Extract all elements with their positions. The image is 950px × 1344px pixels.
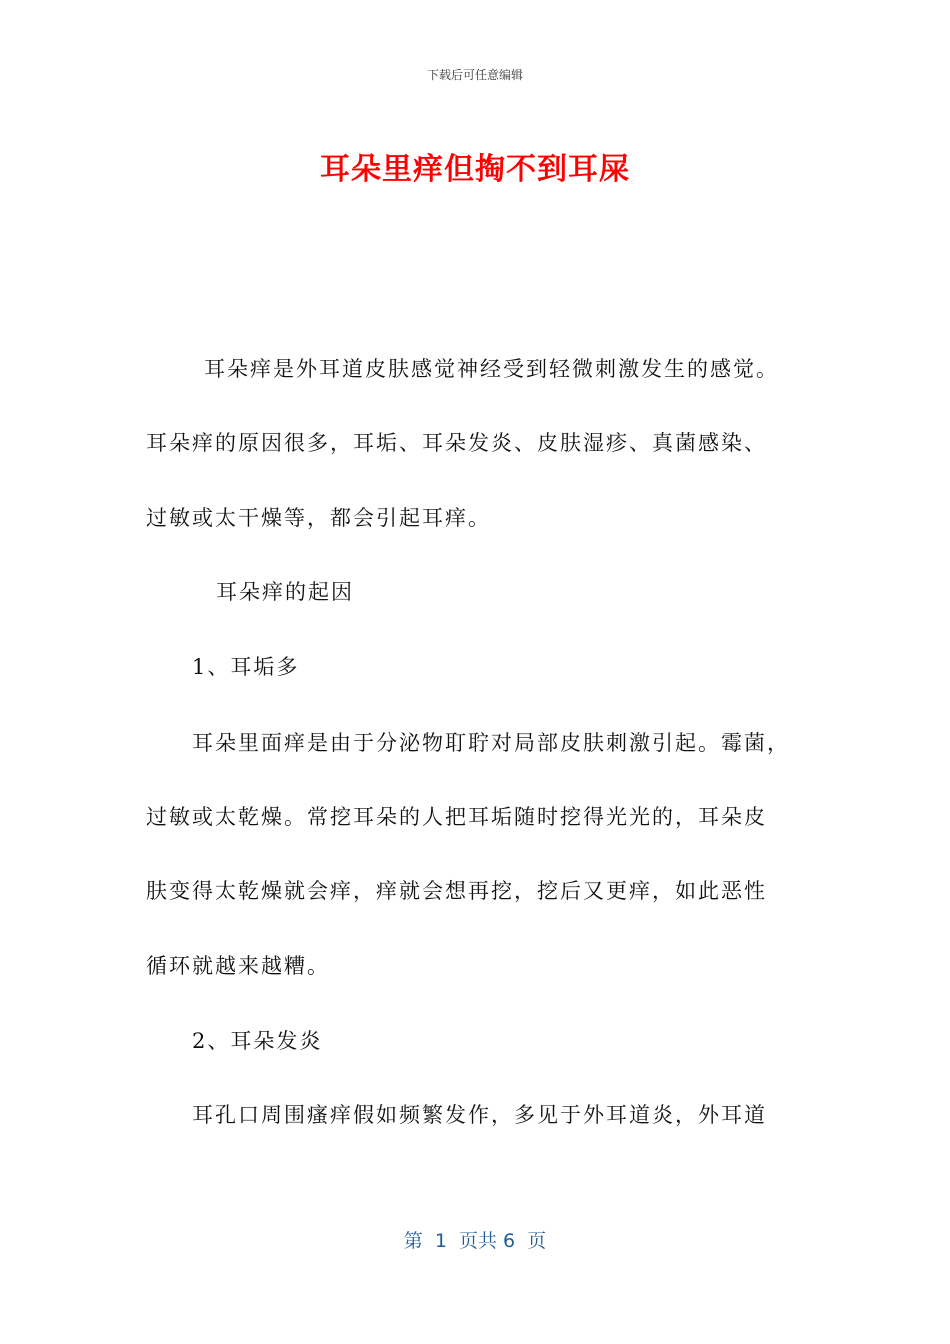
- subsection-heading: 1、耳垢多: [192, 655, 300, 679]
- paragraph-line: 耳朵痒是外耳道皮肤感觉神经受到轻微刺激发生的感觉。: [204, 357, 779, 381]
- paragraph-line: 循环就越来越糟。: [146, 954, 330, 978]
- paragraph-line: 耳孔口周围瘙痒假如频繁发作，多见于外耳道炎，外耳道: [192, 1103, 767, 1127]
- subsection-heading: 2、耳朵发炎: [192, 1029, 323, 1053]
- paragraph-line: 过敏或太乾燥。常挖耳朵的人把耳垢随时挖得光光的，耳朵皮: [146, 805, 767, 829]
- paragraph-line: 耳朵痒的原因很多，耳垢、耳朵发炎、皮肤湿疹、真菌感染、: [146, 431, 767, 455]
- paragraph-line: 肤变得太乾燥就会痒，痒就会想再挖，挖后又更痒，如此恶性: [146, 879, 767, 903]
- document-title: 耳朵里痒但掏不到耳屎: [320, 152, 630, 187]
- section-heading: 耳朵痒的起因: [216, 580, 354, 604]
- paragraph-line: 过敏或太干燥等，都会引起耳痒。: [146, 506, 491, 530]
- header-note: 下载后可任意编辑: [426, 68, 523, 82]
- page-number: 第 1 页共 6 页: [403, 1230, 547, 1252]
- paragraph-line: 耳朵里面痒是由于分泌物耵聍对局部皮肤刺激引起。霉菌，: [192, 731, 790, 755]
